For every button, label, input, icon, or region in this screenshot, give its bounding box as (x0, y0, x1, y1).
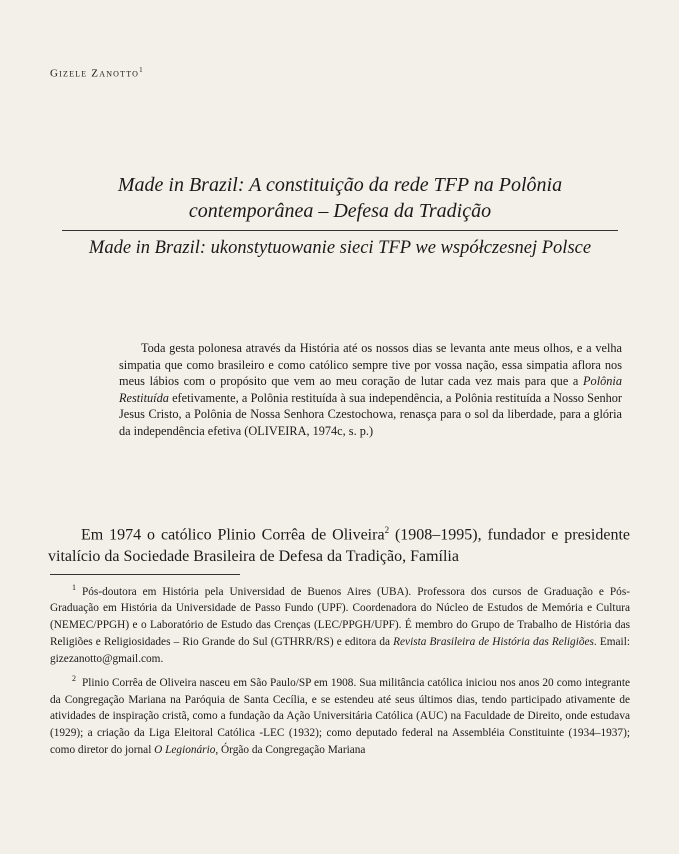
footnote-emphasis: Revista Brasileira de História das Religiões (393, 635, 594, 648)
epigraph-text-end: efetivamente, a Polônia restituída à sua independência, a Polônia restituída a Nosso Senhor Jesus Cristo, a Polônia de Nossa Senhora Czestochowa, renasça para o sol da liberdade, para a glória da independência efetiva (OLIVEIRA, 1974c, s. p.) (119, 390, 622, 438)
footnote-text-end: . Email: gizezanotto@gmail.com. (50, 635, 630, 665)
footnote-number: 2 (72, 674, 76, 684)
footnote-emphasis: O Legionário (154, 743, 216, 756)
footnote-text: Plinio Corrêa de Oliveira nasceu em São Paulo/SP em 1908. Sua militância católica iniciou nos anos 20 como integrante da Congregação Mariana na Paróquia de Santa Cecília, e se estendeu até seus últimos dias, tendo participado ativamente de atividades de inspiração cristã, como a fundação da Ação Universitária Católica (AUC) na Faculdade de Direito, onde estudava (1929); a criação da Liga Eleitoral Católica -LEC (1932); como deputado federal na Assembléia Constituinte (1934–1937); como diretor do jornal (50, 677, 630, 756)
footnotes (50, 580, 630, 759)
footnote-text-end: , Órgão da Congregação Mariana (215, 743, 366, 756)
author-name-text: Gizele Zanotto (50, 67, 140, 80)
title-portuguese-line-1: Made in Brazil: A constituição da rede TFP na Polônia (117, 174, 563, 196)
footnote-ref-1[interactable]: 1 (139, 66, 143, 74)
epigraph-emphasis: Polônia Restituída (119, 374, 622, 405)
epigraph-quote (119, 340, 622, 440)
footnote-number: 1 (72, 583, 76, 592)
title-portuguese (60, 172, 620, 224)
author-name (50, 66, 143, 80)
title-divider (62, 230, 618, 231)
footnote-1 (50, 580, 630, 667)
title-portuguese-line-2: contemporânea – Defesa da Tradição (188, 200, 492, 222)
footnote-divider (50, 574, 240, 575)
title-polish: Made in Brazil: ukonstytuowanie sieci TFP we współczesnej Polsce (88, 238, 592, 258)
epigraph-text-start: Toda gesta polonesa através da História até os nossos dias se levanta ante meus olhos, e a velha simpatia que como brasileiro e como católico sempre tive por vossa nação, essa simpatia aflora nos meus lábios com o propósito que vem ao meu coração de lutar cada vez mais para que a (119, 341, 622, 389)
footnote-text: Pós-doutora em História pela Universidad de Buenos Aires (UBA). Professora dos cursos de Graduação e Pós-Graduação em História da Universidade de Passo Fundo (UPF). Coordenadora do Núcleo de Estudos de Memória e Cultura (NEMEC/PPGH) e o Laboratório de Estudo das Crenças (LEC/PPGH/UPF). É membro do Grupo de Trabalho de História das Religiões e Religiosidades – Rio Grande do Sul (GTHRR/RS) e editora da (50, 585, 630, 648)
footnote-2 (50, 671, 630, 758)
body-paragraph (48, 519, 630, 568)
footnote-ref-2[interactable]: 2 (384, 525, 390, 535)
body-text-end: (1908–1995), fundador e presidente vitalício da Sociedade Brasileira de Defesa da Tradição, Família (48, 526, 630, 566)
body-text-start: Em 1974 o católico Plinio Corrêa de Oliveira (81, 526, 385, 544)
